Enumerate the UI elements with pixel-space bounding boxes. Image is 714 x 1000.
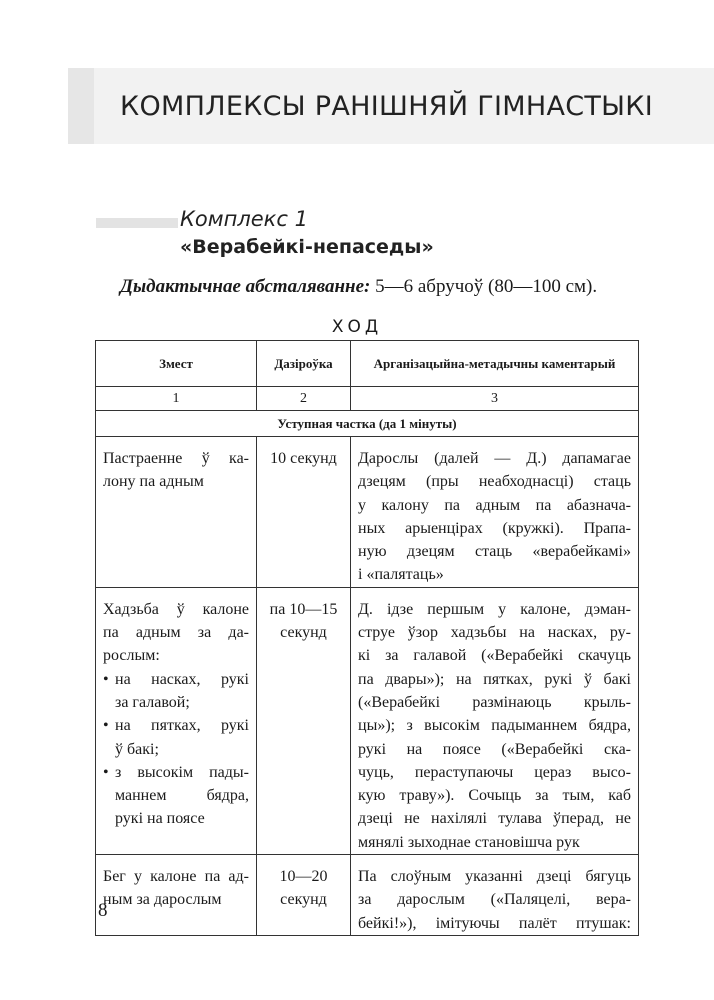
part-title-row bbox=[96, 411, 639, 437]
text-line: цы»); з высокім падыманнем бядра, bbox=[358, 717, 631, 735]
comment-cell bbox=[351, 437, 639, 588]
text-line bbox=[103, 761, 249, 784]
text-line: мянялі зыходнае становішча рук bbox=[358, 833, 580, 851]
content-cell bbox=[96, 855, 257, 936]
equipment-label: Дыдактычнае абсталяванне: bbox=[120, 276, 371, 297]
bullet-marker: • bbox=[103, 763, 109, 781]
bullet-text: на насках, рукі bbox=[115, 670, 249, 688]
chapter-title: КОМПЛЕКСЫ РАНІШНЯЙ ГІМНАСТЫКІ bbox=[120, 91, 654, 122]
text-line: па 10—15 bbox=[269, 600, 338, 618]
bullet-item bbox=[103, 714, 249, 761]
text-line: па адным за да- bbox=[103, 624, 249, 642]
bullet-marker: • bbox=[103, 670, 109, 688]
text-line: за галавой; bbox=[115, 693, 190, 711]
column-number: 3 bbox=[351, 387, 639, 411]
comment-cell bbox=[351, 587, 639, 854]
text-line: («Верабейкі размінаюць крыль- bbox=[358, 693, 631, 711]
header-content: Змест bbox=[96, 341, 257, 387]
text-line: у калону па адным па абазнача- bbox=[358, 496, 631, 514]
text-line: Па слоўным указанні дзеці бягуць bbox=[358, 868, 631, 886]
text-line: рукі на поясе («Верабейкі ска- bbox=[358, 740, 631, 758]
table-row bbox=[96, 437, 639, 588]
text-line: дзеці не нахілялі тулава ўперад, не bbox=[358, 810, 631, 828]
bullet-item bbox=[103, 761, 249, 831]
text-line: дзецям (пры неабходнасці) стаць bbox=[358, 473, 631, 491]
text-line bbox=[103, 668, 249, 691]
text-line: секунд bbox=[280, 624, 327, 642]
text-line: за дарослым («Паляцелі, вера- bbox=[358, 891, 631, 909]
column-number: 2 bbox=[257, 387, 351, 411]
dose-cell bbox=[257, 855, 351, 936]
equipment-value: 5—6 абручоў (80—100 см). bbox=[370, 276, 598, 297]
text-line: 10 секунд bbox=[270, 450, 337, 467]
text-line: бейкі!»), імітуючы палёт птушак: bbox=[358, 914, 631, 932]
text-line: лону па адным bbox=[103, 473, 204, 491]
bullet-item bbox=[103, 668, 249, 715]
text-line: і «палятаць» bbox=[358, 566, 444, 584]
table-row bbox=[96, 587, 639, 854]
text-line: секунд bbox=[280, 891, 327, 909]
column-number-row bbox=[96, 387, 639, 411]
complex-label: Комплекс 1 bbox=[180, 207, 308, 231]
dose-cell bbox=[257, 437, 351, 588]
text-line: ных арыенцірах (кружкі). Прапа- bbox=[358, 519, 631, 537]
text-line: Бег у калоне па ад- bbox=[103, 868, 249, 886]
text-line: кі за галавой («Верабейкі скачуць bbox=[358, 647, 631, 665]
text-line: кую траву»). Сочыць за тым, каб bbox=[358, 787, 631, 805]
complex-decor-bar bbox=[96, 218, 178, 228]
bullet-marker: • bbox=[103, 717, 109, 735]
section-heading: ХОД bbox=[331, 317, 383, 337]
content-cell bbox=[96, 437, 257, 588]
text-line: ў бакі; bbox=[115, 740, 159, 758]
text-line: чуць, пераступаючы цераз высо- bbox=[358, 763, 631, 781]
exercise-table bbox=[95, 340, 639, 936]
header-comment: Арганізацыйна-метадычны каментарый bbox=[351, 341, 639, 387]
column-number: 1 bbox=[96, 387, 257, 411]
complex-name: «Верабейкі-непаседы» bbox=[180, 236, 434, 258]
text-line: па двары»); на пятках, рукі ў бакі bbox=[358, 670, 631, 688]
text-line: рукі на поясе bbox=[115, 810, 205, 828]
text-line: рослым: bbox=[103, 647, 160, 665]
text-line: Пастраенне ў ка- bbox=[103, 450, 249, 467]
part-title: Уступная частка (да 1 мінуты) bbox=[96, 411, 639, 437]
text-line: Д. ідзе першым у калоне, дэман- bbox=[358, 600, 631, 618]
text-line: ную дзецям стаць «верабейкамі» bbox=[358, 543, 631, 561]
page-number: 8 bbox=[98, 900, 108, 921]
comment-cell bbox=[351, 855, 639, 936]
text-line: струе ўзор хадзьбы на насках, ру- bbox=[358, 624, 631, 642]
text-line: 10—20 bbox=[279, 868, 328, 886]
table-header-row bbox=[96, 341, 639, 387]
text-line bbox=[103, 714, 249, 737]
text-line: маннем бядра, bbox=[115, 787, 249, 805]
text-line: Дарослы (далей — Д.) дапамагае bbox=[358, 450, 631, 467]
equipment-line bbox=[120, 273, 680, 301]
header-dose: Дазіроўка bbox=[257, 341, 351, 387]
bullet-text: з высокім пады- bbox=[115, 763, 249, 781]
content-cell bbox=[96, 587, 257, 854]
dose-cell bbox=[257, 587, 351, 854]
table-row bbox=[96, 855, 639, 936]
text-line: ным за дарослым bbox=[103, 891, 222, 909]
bullet-text: на пятках, рукі bbox=[115, 717, 249, 735]
text-line: Хадзьба ў калоне bbox=[103, 600, 249, 618]
